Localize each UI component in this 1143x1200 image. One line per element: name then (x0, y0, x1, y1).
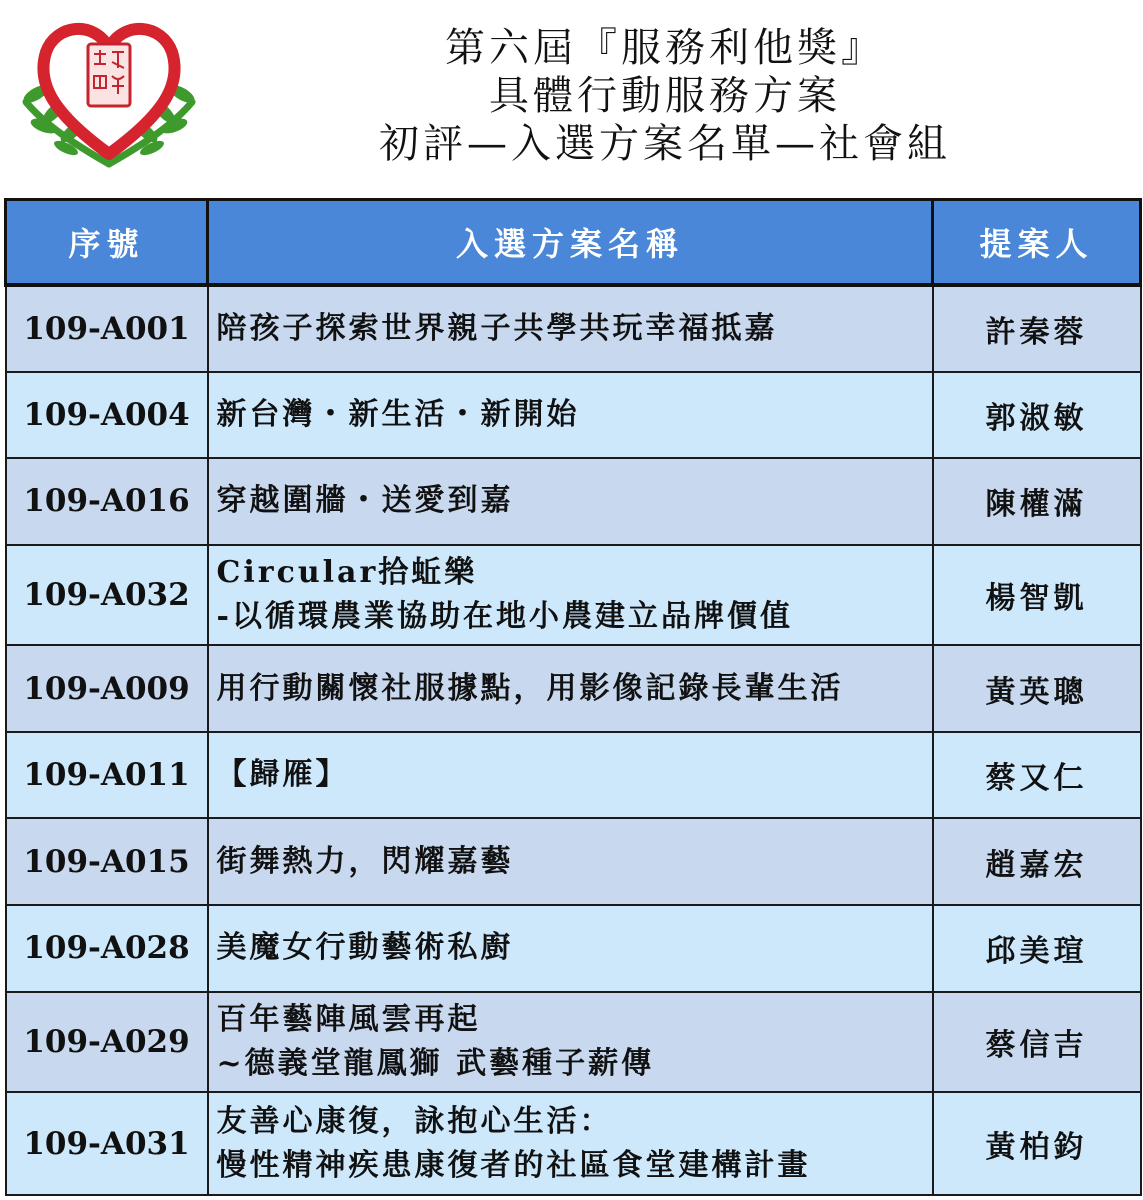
proposer-cell: 黃英聰 (933, 645, 1141, 732)
project-name-cell (208, 905, 933, 992)
serial-number-cell: 109-A011 (6, 732, 208, 819)
project-name-line: ~德義堂龍鳳獅 武藝種子薪傳 (216, 1045, 655, 1081)
proposer-cell: 黃柏鈞 (933, 1092, 1141, 1195)
proposer-cell: 邱美瑄 (933, 905, 1141, 992)
serial-number-cell: 109-A028 (6, 905, 208, 992)
serial-number-cell: 109-A029 (6, 992, 208, 1093)
project-name-cell (208, 992, 933, 1093)
proposer-cell: 許秦蓉 (933, 285, 1141, 372)
project-name-cell (208, 1092, 933, 1195)
proposer-cell: 蔡又仁 (933, 732, 1141, 819)
table-row (6, 372, 1141, 459)
serial-number-cell: 109-A001 (6, 285, 208, 372)
project-name-line: 慢性精神疾患康復者的社區食堂建構計畫 (216, 1147, 811, 1183)
column-header-project-name: 入選方案名稱 (208, 200, 933, 286)
project-name-line: 友善心康復，詠抱心生活： (216, 1103, 613, 1139)
table-row (6, 645, 1141, 732)
serial-number-cell: 109-A004 (6, 372, 208, 459)
table-row (6, 1092, 1141, 1195)
project-name-line: 用行動關懷社服據點，用影像記錄長輩生活 (216, 670, 844, 706)
project-name-cell (208, 285, 933, 372)
project-name-line: 穿越圍牆・送愛到嘉 (216, 483, 514, 519)
table-row (6, 818, 1141, 905)
project-name-line: 【歸雁】 (216, 757, 349, 793)
serial-number-cell: 109-A032 (6, 545, 208, 646)
project-name-line: Circular拾蚯樂 (216, 555, 478, 591)
project-name-cell (208, 372, 933, 459)
project-name-line: 陪孩子探索世界親子共學共玩幸福抵嘉 (216, 310, 778, 346)
serial-number-cell: 109-A009 (6, 645, 208, 732)
proposer-cell: 趙嘉宏 (933, 818, 1141, 905)
serial-number-cell: 109-A015 (6, 818, 208, 905)
table-row (6, 545, 1141, 646)
project-name-cell (208, 818, 933, 905)
project-name-cell (208, 458, 933, 545)
serial-number-cell: 109-A031 (6, 1092, 208, 1195)
column-header-serial: 序號 (6, 200, 208, 286)
selected-projects-table (4, 198, 1142, 1196)
project-name-line: 街舞熱力，閃耀嘉藝 (216, 843, 514, 879)
project-name-cell (208, 545, 933, 646)
title-line-2: 具體行動服務方案 (489, 73, 841, 119)
table-row (6, 905, 1141, 992)
document-header (0, 0, 1143, 198)
title-line-3: 初評—入選方案名單—社會組 (379, 121, 951, 167)
project-name-line: 美魔女行動藝術私廚 (216, 930, 514, 966)
column-header-proposer: 提案人 (933, 200, 1141, 286)
heart-logo-icon (14, 14, 204, 184)
table-row (6, 992, 1141, 1093)
table-header-row (6, 200, 1141, 286)
proposer-cell: 蔡信吉 (933, 992, 1141, 1093)
table-row (6, 732, 1141, 819)
table-row (6, 285, 1141, 372)
project-name-cell (208, 732, 933, 819)
table-row (6, 458, 1141, 545)
proposer-cell: 郭淑敏 (933, 372, 1141, 459)
title-line-1: 第六屆『服務利他獎』 (445, 25, 885, 71)
proposer-cell: 楊智凱 (933, 545, 1141, 646)
project-name-cell (208, 645, 933, 732)
serial-number-cell: 109-A016 (6, 458, 208, 545)
project-name-line: 新台灣・新生活・新開始 (216, 396, 580, 432)
project-name-line: -以循環農業協助在地小農建立品牌價值 (216, 599, 793, 635)
project-name-line: 百年藝陣風雲再起 (216, 1001, 481, 1037)
document-title (340, 24, 990, 168)
proposer-cell: 陳權滿 (933, 458, 1141, 545)
